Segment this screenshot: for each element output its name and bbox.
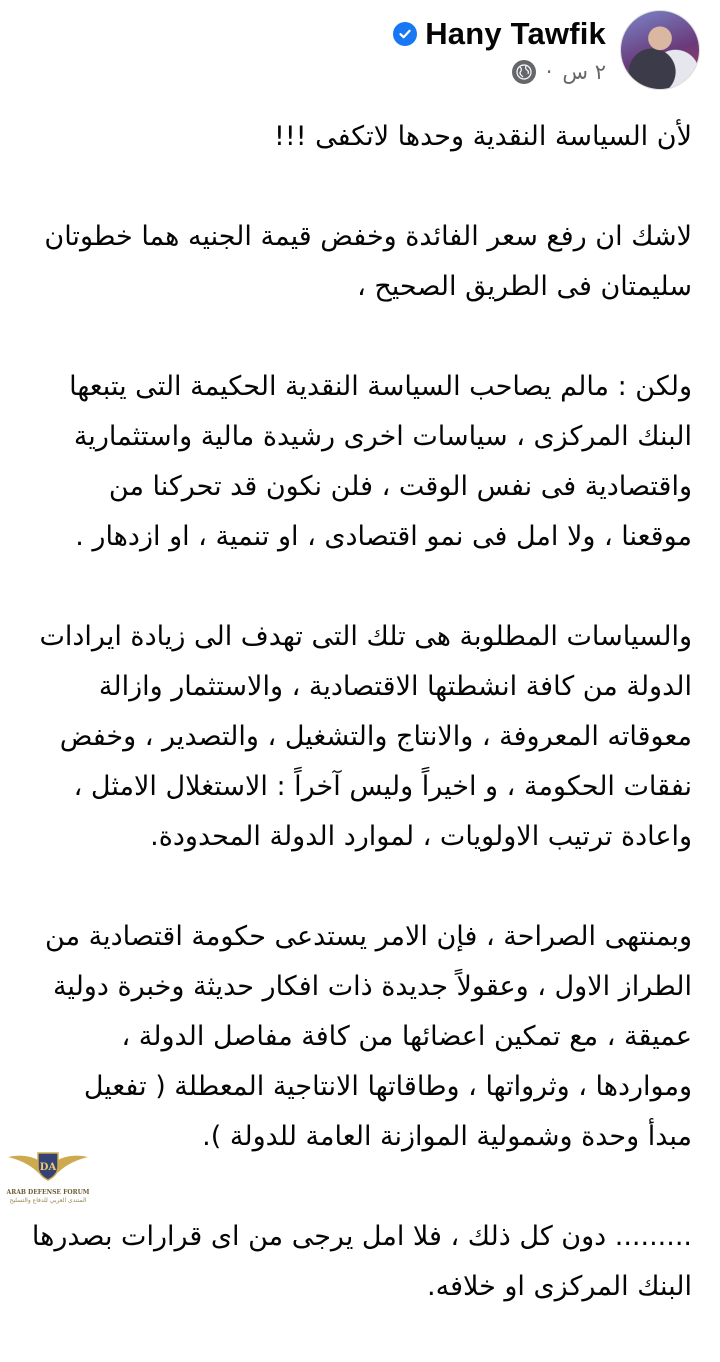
post-line: نفقات الحكومة ، و اخيراً وليس آخراً : الاستغلال الامثل ، <box>73 771 692 802</box>
post-line: موقعنا ، ولا امل فى نمو اقتصادى ، او تنمية ، او ازدهار . <box>75 521 692 552</box>
verified-badge-icon <box>393 22 417 46</box>
post-paragraph <box>30 112 692 162</box>
post-paragraph <box>30 212 692 312</box>
author-avatar[interactable] <box>620 10 700 90</box>
post-line: البنك المركزى او خلافه. <box>427 1271 692 1302</box>
post-header <box>393 10 700 90</box>
post-line: لأن السياسة النقدية وحدها لاتكفى !!! <box>274 121 692 152</box>
post-line: عميقة ، مع تمكين اعضائها من كافة مفاصل الدولة ، <box>121 1021 692 1052</box>
meta-separator: · <box>545 60 553 84</box>
post-line: واعادة ترتيب الاولويات ، لموارد الدولة المحدودة. <box>150 821 692 852</box>
post-line: البنك المركزى ، سياسات اخرى رشيدة مالية واستثمارية <box>73 421 692 452</box>
watermark-title: ARAB DEFENSE FORUM <box>6 1189 90 1196</box>
post-line: ولكن : مالم يصاحب السياسة النقدية الحكيمة التى يتبعها <box>69 371 692 402</box>
post-paragraph <box>30 612 692 862</box>
post-line: وبمنتهى الصراحة ، فإن الامر يستدعى حكومة اقتصادية من <box>45 921 692 952</box>
post-line: معوقاته المعروفة ، والانتاج والتشغيل ، والتصدير ، وخفض <box>59 721 692 752</box>
post-paragraph <box>30 362 692 562</box>
post-line: ومواردها ، وثرواتها ، وطاقاتها الانتاجية المعطلة ( تفعيل <box>83 1071 692 1102</box>
post-line: واقتصادية فى نفس الوقت ، فلن نكون قد تحركنا من <box>108 471 692 502</box>
arab-defense-forum-watermark <box>2 1147 94 1213</box>
post-body <box>30 112 692 1362</box>
post-line: والسياسات المطلوبة هى تلك التى تهدف الى زيادة ايرادات <box>39 621 692 652</box>
forum-abbr: DA <box>39 1162 57 1173</box>
post-time[interactable]: ٢ س <box>562 60 606 84</box>
author-name-row <box>393 16 606 52</box>
post-paragraph <box>30 1212 692 1312</box>
post-line: لاشك ان رفع سعر الفائدة وخفض قيمة الجنيه هما خطوتان <box>44 221 692 252</box>
post-line: ......... دون كل ذلك ، فلا امل يرجى من اى قرارات بصدرها <box>31 1221 692 1252</box>
post-paragraph <box>30 912 692 1162</box>
author-info <box>393 16 606 84</box>
post-line: الدولة من كافة انشطتها الاقتصادية ، والاستثمار وازالة <box>98 671 692 702</box>
forum-logo-icon <box>6 1147 90 1189</box>
globe-icon[interactable] <box>512 60 536 84</box>
watermark-subtitle: المنتدى العربي للدفاع والتسليح <box>9 1197 87 1204</box>
post-line: سليمتان فى الطريق الصحيح ، <box>357 271 692 302</box>
post-meta <box>512 60 606 84</box>
post-line: مبدأ وحدة وشمولية الموازنة العامة للدولة ). <box>202 1121 692 1152</box>
author-name[interactable]: Hany Tawfik <box>425 16 606 51</box>
post-line: الطراز الاول ، وعقولاً جديدة ذات افكار حديثة وخبرة دولية <box>52 971 692 1002</box>
